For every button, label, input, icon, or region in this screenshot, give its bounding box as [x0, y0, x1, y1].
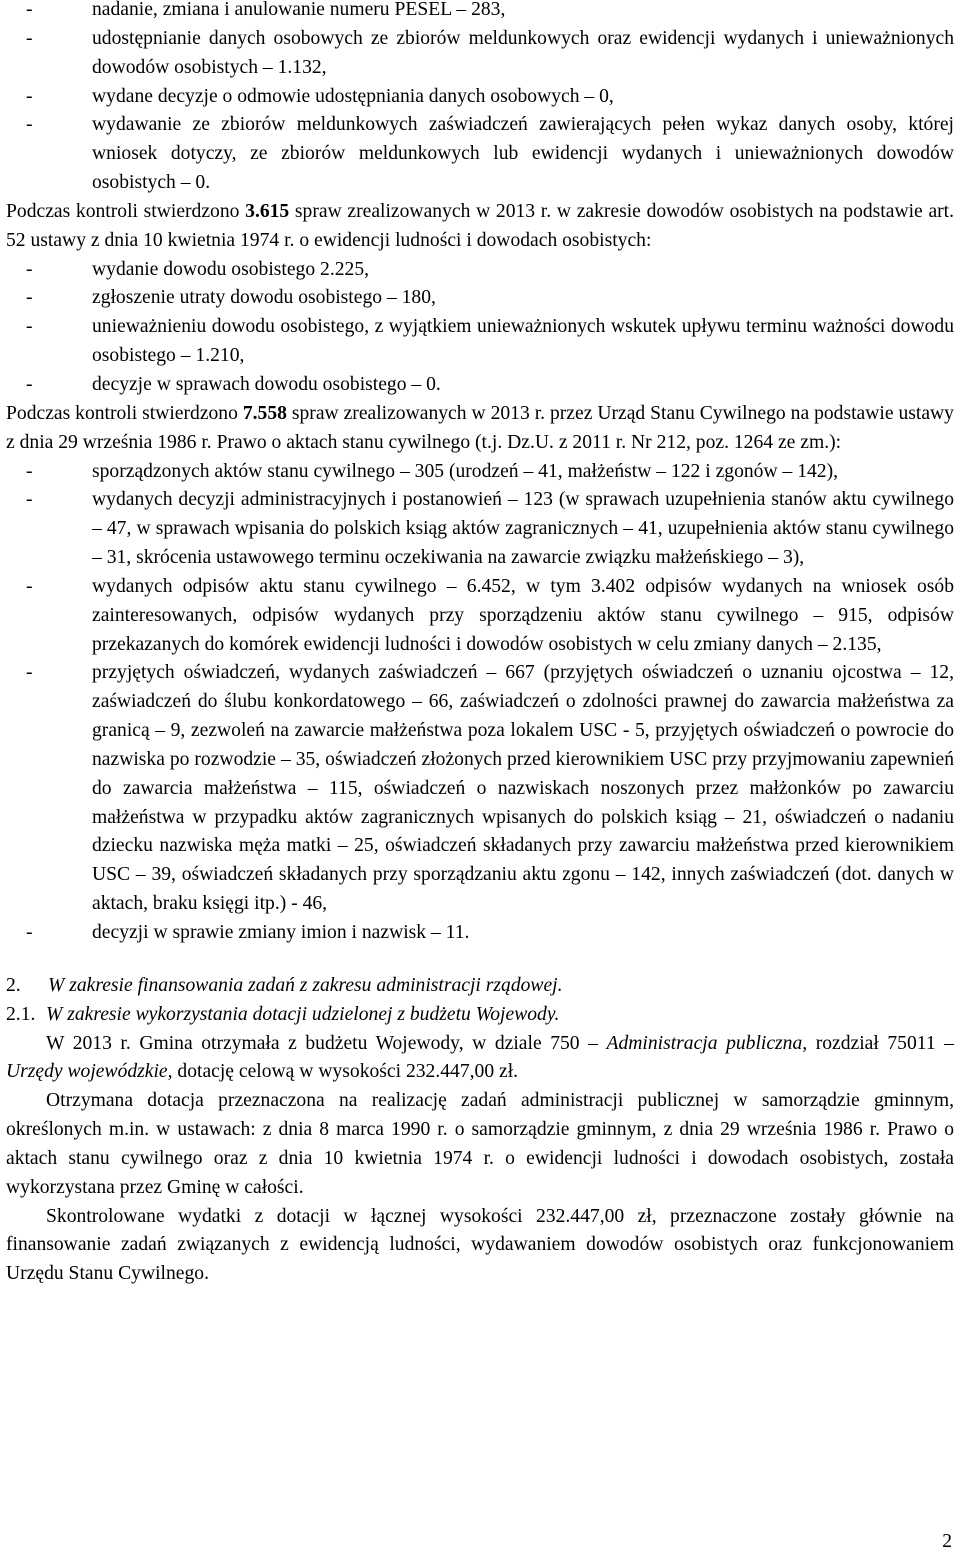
list-marker: -: [26, 258, 33, 280]
list-marker: -: [26, 85, 33, 107]
paragraph-grant-usage: Otrzymana dotacja przeznaczona na realizację zadań administracji publicznej w samorządzie gminnym, określonych m.in. w ustawach: z dnia 8 marca 1990 r. o samorządzie gminnym, z dnia 29 września 1986 r. Prawo o aktach stanu cywilnego oraz z dnia 10 kwietnia 1974 r. o ewidencji ludności i dowodach osobistych, została wykorzystana przez Gminę w całości.: [6, 1090, 954, 1198]
list-marker: -: [26, 489, 33, 511]
subsection-title: W zakresie wykorzystania dotacji udzielonej z budżetu Wojewody.: [46, 1003, 560, 1025]
list-item: - nadanie, zmiana i anulowanie numeru PESEL – 283,: [6, 0, 954, 25]
list-item: - udostępnianie danych osobowych ze zbiorów meldunkowych oraz ewidencji wydanych i unieważnionych dowodów osobistych – 1.132,: [6, 25, 954, 83]
list-pesel-operations: [6, 0, 954, 198]
paragraph-expenses: Skontrolowane wydatki z dotacji w łącznej wysokości 232.447,00 zł, przeznaczone zostały głównie na finansowanie zadań związanych z ewidencją ludności, wydawaniem dowodów osobistych oraz funkcjonowaniem Urzędu Stanu Cywilnego.: [6, 1205, 954, 1285]
document-page: [6, 0, 954, 1289]
list-item: - unieważnieniu dowodu osobistego, z wyjątkiem unieważnionych wskutek upływu terminu ważności dowodu osobistego – 1.210,: [6, 313, 954, 371]
list-marker: -: [26, 27, 33, 49]
list-item: - sporządzonych aktów stanu cywilnego – 305 (urodzeń – 41, małżeństw – 122 i zgonów – 142),: [6, 458, 954, 487]
list-item: - wydane decyzje o odmowie udostępniania danych osobowych – 0,: [6, 83, 954, 112]
section-heading: [6, 972, 954, 1001]
list-marker: -: [26, 662, 33, 684]
list-marker: -: [26, 287, 33, 309]
list-marker: -: [26, 0, 33, 20]
list-item: - wydawanie ze zbiorów meldunkowych zaświadczeń zawierających pełen wykaz danych osoby, której wniosek dotyczy, ze zbiorów meldunkowych lub ewidencji wydanych i unieważnionych dowodów osobistych – 0.: [6, 111, 954, 198]
section-title: W zakresie finansowania zadań z zakresu administracji rządowej.: [48, 974, 563, 996]
list-item: - decyzje w sprawach dowodu osobistego – 0.: [6, 371, 954, 400]
list-marker: -: [26, 460, 33, 482]
list-id-card-operations: [6, 256, 954, 400]
list-marker: -: [26, 373, 33, 395]
list-item: - wydanych odpisów aktu stanu cywilnego – 6.452, w tym 3.402 odpisów wydanych na wniosek osób zainteresowanych, odpisów wydanych przy sporządzeniu aktów stanu cywilnego – 915, odpisów przekazanych do komórek ewidencji ludności i dowodów osobistych w celu zmiany danych – 2.135,: [6, 573, 954, 660]
paragraph-grant-amount: W 2013 r. Gmina otrzymała z budżetu Wojewody, w dziale 750 – Administracja publiczna, rozdział 75011 – Urzędy wojewódzkie, dotację celową w wysokości 232.447,00 zł.: [6, 1032, 954, 1083]
list-item: - przyjętych oświadczeń, wydanych zaświadczeń – 667 (przyjętych oświadczeń o uznaniu ojcostwa – 12, zaświadczeń do ślubu konkordatowego – 66, zaświadczeń o zdolności prawnej do zawarcia małżeństwa za granicą – 9, zezwoleń na zawarcie małżeństwa poza lokalem USC - 5, przyjętych oświadczeń o powrocie do nazwiska po rozwodzie – 35, oświadczeń złożonych przed kierownikiem USC przy przyjmowaniu zapewnień do zawarcia małżeństwa – 115, oświadczeń o nazwiskach noszonych przez małżonków po zawarciu małżeństwa w przypadku aktów zagranicznych wpisanych do polskich ksiąg – 21, oświadczeń o nadaniu dziecku nazwiska męża matki – 25, oświadczeń składanych przy zawarciu małżeństwa przed kierownikiem USC – 39, oświadczeń składanych przy sporządzaniu aktu zgonu – 142, innych zaświadczeń (dot. danych w aktach, braku księgi itp.) - 46,: [6, 659, 954, 919]
list-item: - zgłoszenie utraty dowodu osobistego – 180,: [6, 284, 954, 313]
paragraph-civil-registry-summary: Podczas kontroli stwierdzono 7.558 spraw zrealizowanych w 2013 r. przez Urząd Stanu Cywilnego na podstawie ustawy z dnia 29 września 1986 r. Prawo o aktach stanu cywilnego (t.j. Dz.U. z 2011 r. Nr 212, poz. 1264 ze zm.):: [6, 402, 954, 453]
section-spacer: [6, 948, 954, 972]
section-number: 2.: [6, 974, 21, 996]
list-item: - wydanych decyzji administracyjnych i postanowień – 123 (w sprawach uzupełnienia stanów aktu cywilnego – 47, w sprawach wpisania do polskich ksiąg aktów zagranicznych – 41, uzupełnienia aktów stanu cywilnego – 31, skrócenia ustawowego terminu oczekiwania na zawarcie związku małżeńskiego – 3),: [6, 486, 954, 573]
list-item: - wydanie dowodu osobistego 2.225,: [6, 256, 954, 285]
list-marker: -: [26, 316, 33, 338]
list-item: - decyzji w sprawie zmiany imion i nazwisk – 11.: [6, 919, 954, 948]
list-marker: -: [26, 114, 33, 136]
paragraph-id-cards-summary: Podczas kontroli stwierdzono 3.615 spraw zrealizowanych w 2013 r. w zakresie dowodów osobistych na podstawie art. 52 ustawy z dnia 10 kwietnia 1974 r. o ewidencji ludności i dowodach osobistych:: [6, 200, 955, 251]
subsection-number: 2.1.: [6, 1003, 36, 1025]
page-number: 2: [942, 1531, 952, 1552]
list-marker: -: [26, 575, 33, 597]
list-civil-registry-operations: [6, 458, 954, 948]
count-value: 7.558: [242, 402, 287, 424]
list-marker: -: [26, 922, 33, 943]
subsection-heading: [6, 1001, 954, 1030]
count-value: 3.615: [245, 200, 290, 222]
